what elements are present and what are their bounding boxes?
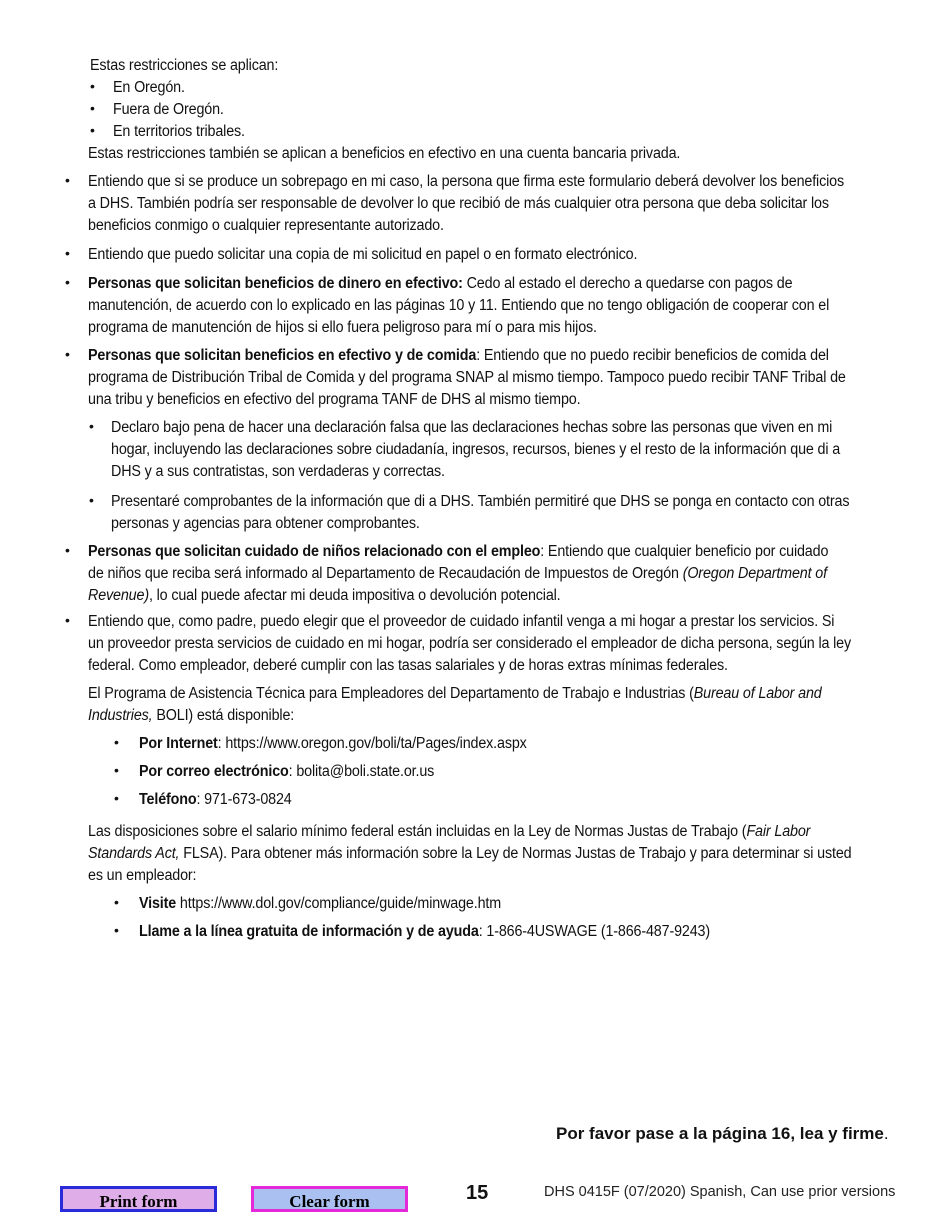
boli-paragraph: El Programa de Asistencia Técnica para Empleadores del Departamento de Trabajo e Industrias (Bureau of Labor and Industries, BOLI) está disponible: [88,685,822,724]
print-form-button[interactable]: Print form [60,1186,217,1212]
bullet: • [65,274,70,290]
contact-phone: Teléfono: 971-673-0824 [139,791,292,808]
bullet: • [90,100,95,116]
restriction-item: En territorios tribales. [113,123,245,140]
flsa-call: Llame a la línea gratuita de información y de ayuda: 1-866-4USWAGE (1-866-487-9243) [139,923,710,940]
contact-internet: Por Internet: https://www.oregon.gov/boli/ta/Pages/index.aspx [139,735,527,752]
bullet: • [114,922,119,938]
bullet: • [65,542,70,558]
bullet: • [90,78,95,94]
restriction-item: En Oregón. [113,79,185,96]
parent-provider-paragraph: Entiendo que, como padre, puedo elegir que el proveedor de cuidado infantil venga a mi hogar a prestar los servicios. Si un proveedor presta servicios de cuidado en mi hogar, podría ser considerado el empleador de dicha persona, según la ley federal. Como empleador, deberé cumplir con las tasas salariales y de horas extras mínimas federales. [88,613,852,674]
bullet: • [89,492,94,508]
bullet: • [89,418,94,434]
restriction-item: Fuera de Oregón. [113,101,224,118]
bullet: • [65,245,70,261]
bullet: • [114,894,119,910]
bullet: • [65,612,70,628]
overpayment-paragraph: Entiendo que si se produce un sobrepago en mi caso, la persona que firma este formulario deberá devolver los beneficios a DHS. También podría ser responsable de devolver lo que recibió de más cualquier otra persona que deba solicitar los beneficios conmigo o cualquier representante autorizado. [88,173,844,234]
bullet: • [114,790,119,806]
next-page-note: Por favor pase a la página 16, lea y firme. [556,1124,889,1143]
contact-email: Por correo electrónico: bolita@boli.state.or.us [139,763,435,780]
clear-form-button[interactable]: Clear form [251,1186,408,1212]
bullet: • [65,346,70,362]
bullet: • [65,172,70,188]
flsa-paragraph: Las disposiciones sobre el salario mínimo federal están incluidas en la Ley de Normas Justas de Trabajo (Fair Labor Standards Act, FLSA). Para obtener más información sobre la Ley de Normas Justas de Trabajo y para determinar si usted es un empleador: [88,823,852,884]
restrictions-closing: Estas restricciones también se aplican a beneficios en efectivo en una cuenta bancaria privada. [88,145,681,162]
page-number: 15 [466,1182,489,1204]
bullet: • [90,122,95,138]
cash-benefits-paragraph: Personas que solicitan beneficios de dinero en efectivo: Cedo al estado el derecho a quedarse con pagos de manutención, de acuerdo con lo explicado en las páginas 10 y 11. Entiendo que no tengo obligación de cooperar con el programa de manutención de hijos si ello fuera peligroso para mí o para mis hijos. [88,275,830,336]
form-identifier: DHS 0415F (07/2020) Spanish, Can use prior versions [544,1184,896,1200]
bullet: • [114,734,119,750]
declaration-paragraph: Declaro bajo pena de hacer una declaración falsa que las declaraciones hechas sobre las personas que viven en mi hogar, incluyendo las declaraciones sobre ciudadanía, ingresos, recursos, bienes y el resto de la información que di a DHS y a sus contratistas, son verdaderas y correctas. [111,419,841,480]
copy-paragraph: Entiendo que puedo solicitar una copia de mi solicitud en papel o en formato electrónico. [88,246,638,263]
childcare-paragraph: Personas que solicitan cuidado de niños relacionado con el empleo: Entiendo que cualquier beneficio por cuidado de niños que reciba será informado al Departamento de Recaudación de Impuestos de Oregón (Oregon Department of Revenue), lo cual puede afectar mi deuda impositiva o devolución potencial. [88,543,829,604]
restrictions-intro: Estas restricciones se aplican: [90,57,279,74]
proof-paragraph: Presentaré comprobantes de la información que di a DHS. También permitiré que DHS se ponga en contacto con otras personas y agencias para obtener comprobantes. [111,493,850,532]
cash-food-paragraph: Personas que solicitan beneficios en efectivo y de comida: Entiendo que no puedo recibir beneficios de comida del programa de Distribución Tribal de Comida y del programa SNAP al mismo tiempo. Tampoco puedo recibir TANF Tribal de una tribu y beneficios en efectivo del programa TANF de DHS al mismo tiempo. [88,347,846,408]
bullet: • [114,762,119,778]
flsa-visit: Visite https://www.dol.gov/compliance/guide/minwage.htm [139,895,502,912]
